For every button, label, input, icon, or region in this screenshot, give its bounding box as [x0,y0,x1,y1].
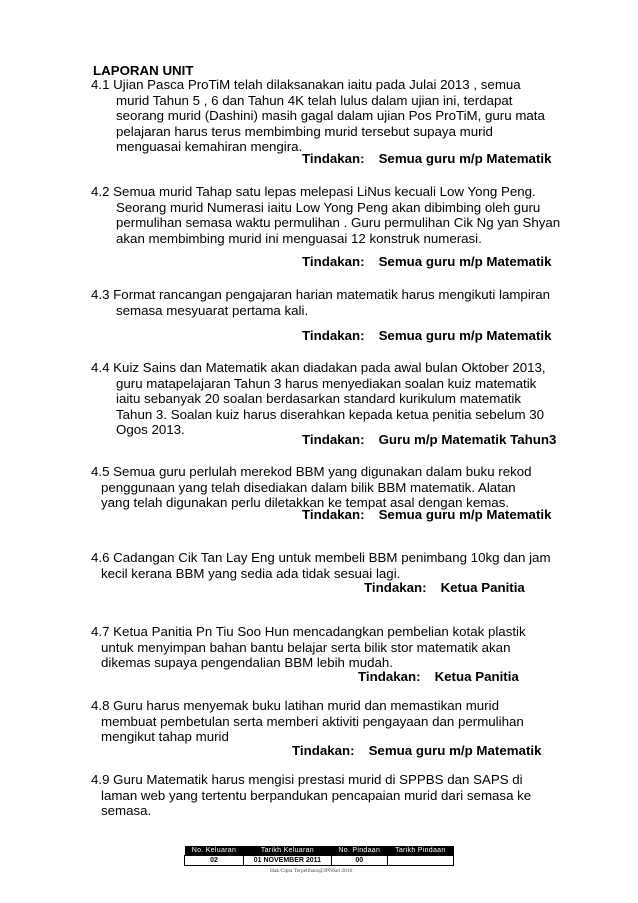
value-cell [387,856,453,866]
item-line: murid Tahun 5 , 6 dan Tahun 4K telah lulus dalam ujian ini, terdapat [116,92,513,108]
list-item [91,464,532,511]
action-value: Guru m/p Matematik Tahun3 [378,432,557,447]
action-value: Semua guru m/p Matematik [368,743,542,758]
item-line: dikemas supaya pengendalian BBM lebih mudah. [101,655,393,671]
item-line: akan membimbing murid ini menguasai 12 konstruk numerasi. [116,230,482,246]
action-line [364,580,525,596]
item-line: permulihan semasa waktu permulihan . Guru permulihan Cik Ng yan Shyan [116,215,561,231]
action-label: Tindakan: [302,151,365,166]
action-line [302,432,556,448]
item-line: 4.4 Kuiz Sains dan Matematik akan diadakan pada awal bulan Oktober 2013, [91,360,546,375]
item-line: seorang murid (Dashini) masih gagal dalam ujian Pos ProTiM, guru mata [116,108,545,124]
list-item [91,287,550,318]
item-line: 4.7 Ketua Panitia Pn Tiu Soo Hun mencadangkan pembelian kotak plastik [91,624,526,639]
revision-table [184,846,454,866]
action-label: Tindakan: [302,507,365,522]
item-line: semasa. [101,803,152,819]
value-cell: 02 [185,856,244,866]
list-item [91,77,545,155]
action-line [302,151,551,167]
item-line: menguasai kemahiran mengira. [116,139,303,155]
item-line: semasa mesyuarat pertama kali. [116,302,309,318]
item-line: iaitu sebanyak 20 soalan berdasarkan standard kurikulum matematik [116,391,522,407]
action-line [302,328,551,344]
item-line: 4.3 Format rancangan pengajaran harian matematik harus mengikuti lampiran [91,287,550,302]
item-line: mengikut tahap murid [101,729,229,745]
item-line: 4.9 Guru Matematik harus mengisi prestasi murid di SPPBS dan SAPS di [91,772,523,787]
action-label: Tindakan: [302,328,365,343]
action-line [302,254,551,270]
item-line: 4.1 Ujian Pasca ProTiM telah dilaksanakan iaitu pada Julai 2013 , semua [91,77,521,92]
header-cell: No. Keluaran [185,846,244,856]
item-line: 4.2 Semua murid Tahap satu lepas melepasi LiNus kecuali Low Yong Peng. [91,184,536,199]
list-item [91,184,560,246]
item-line: guru matapelajaran Tahun 3 harus menyediakan soalan kuiz matematik [116,375,537,391]
action-label: Tindakan: [292,743,355,758]
item-line: Tahun 3. Soalan kuiz harus diserahkan kepada ketua penitia sebelum 30 [116,406,545,422]
item-line: Seorang murid Numerasi iaitu Low Yong Peng akan dibimbing oleh guru [116,199,541,215]
action-value: Ketua Panitia [440,580,525,595]
list-item [91,550,551,581]
item-line: 4.8 Guru harus menyemak buku latihan murid dan memastikan murid [91,698,499,713]
action-value: Semua guru m/p Matematik [378,507,552,522]
action-value: Semua guru m/p Matematik [378,328,552,343]
item-line: untuk menyimpan bahan bantu belajar serta bilik stor matematik akan [101,639,511,655]
copyright-text: Hak Cipta Terpelihara@JPNSel 2010 [270,868,353,874]
list-item [91,360,546,438]
action-label: Tindakan: [364,580,427,595]
item-line: 4.6 Cadangan Cik Tan Lay Eng untuk membeli BBM penimbang 10kg dan jam [91,550,551,565]
action-label: Tindakan: [302,432,365,447]
action-label: Tindakan: [358,669,421,684]
action-line [358,669,519,685]
header-cell: No. Pindaan [331,846,387,856]
item-line: kecil kerana BBM yang sedia ada tidak sesuai lagi. [101,565,401,581]
action-label: Tindakan: [302,254,365,269]
item-line: Ogos 2013. [116,422,185,438]
header-cell: Tarikh Pindaan [387,846,453,856]
action-value: Ketua Panitia [434,669,519,684]
value-cell: 01 NOVEMBER 2011 [243,856,331,866]
revision-table-header [185,846,454,856]
action-value: Semua guru m/p Matematik [378,151,552,166]
list-item [91,772,531,819]
list-item [91,624,526,671]
item-line: laman web yang tertentu berpandukan pencapaian murid dari semasa ke [101,787,532,803]
action-line [292,743,541,759]
item-line: 4.5 Semua guru perlulah merekod BBM yang digunakan dalam buku rekod [91,464,532,479]
item-line: penggunaan yang telah disediakan dalam bilik BBM matematik. Alatan [101,479,516,495]
value-cell: 00 [331,856,387,866]
item-line: membuat pembetulan serta memberi aktiviti pengayaan dan permulihan [101,713,524,729]
action-value: Semua guru m/p Matematik [378,254,552,269]
item-line: yang telah digunakan perlu diletakkan ke tempat asal dengan kemas. [101,495,510,511]
list-item [91,698,524,745]
header-cell: Tarikh Keluaran [243,846,331,856]
revision-table-row [185,856,454,866]
item-line: pelajaran harus terus membimbing murid tersebut supaya murid [116,123,493,139]
report-heading: LAPORAN UNIT [93,63,194,78]
action-line [302,507,551,523]
